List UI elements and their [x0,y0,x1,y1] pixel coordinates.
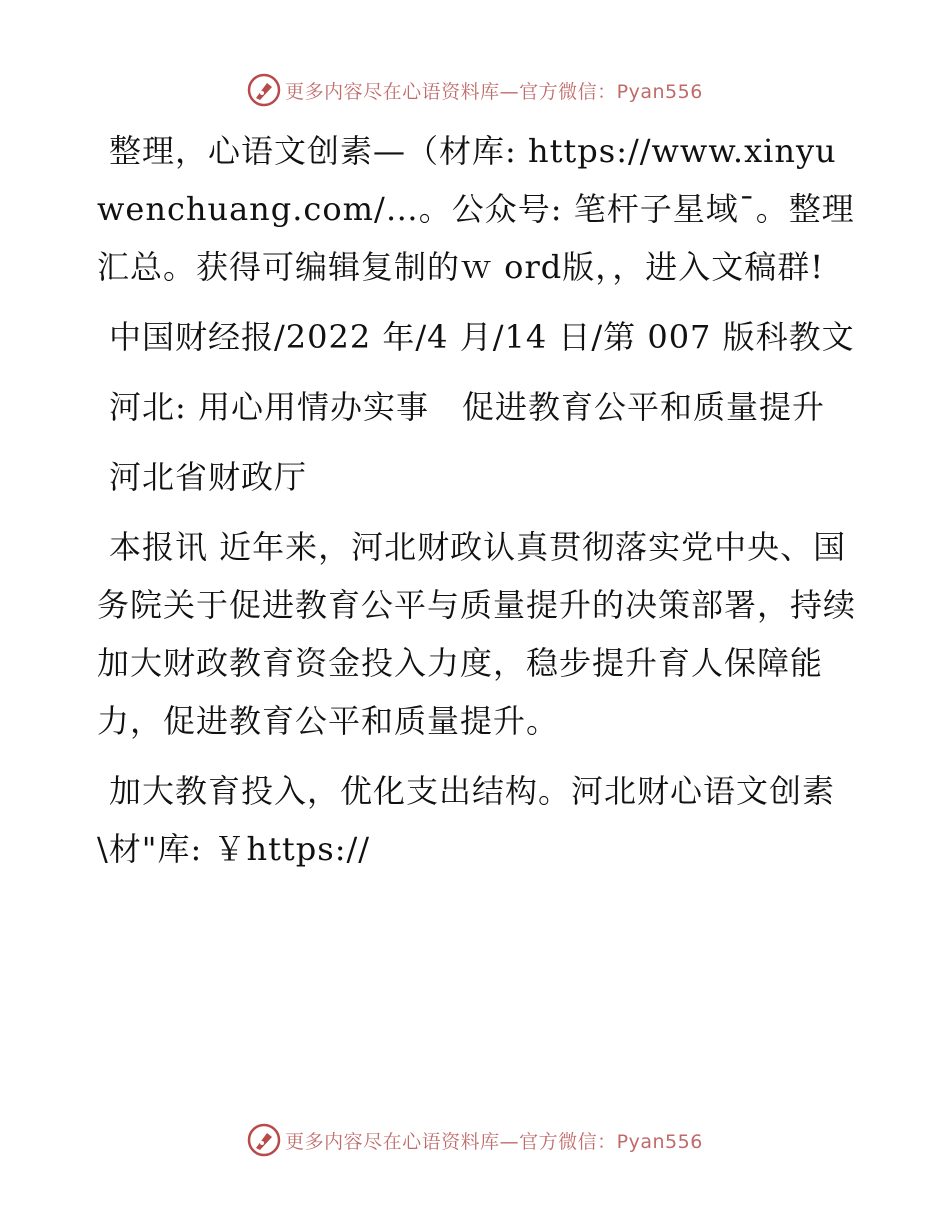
paragraph-text: 加大教育投入，优化支出结构。河北财心语文创素\材"库: ￥https:// [97,772,836,868]
paragraph-source-note [97,122,857,296]
paragraph-text: 整理，心语文创素—（材库: https://www.xinyuwenchuang.com/…。公众号: 笔杆子星域¯。整理汇总。获得可编辑复制的ｗ ord版，，进入文稿群! [97,132,855,286]
paragraph-text: 河北省财政厅 [109,458,308,496]
pen-nib-logo-icon [247,1123,281,1157]
watermark-text: 更多内容尽在心语资料库—官方微信：Pyan556 [285,80,703,103]
watermark-text: 更多内容尽在心语资料库—官方微信：Pyan556 [285,1130,703,1153]
footer-watermark-banner [0,1120,950,1160]
paragraph-text: 本报讯 近年来，河北财政认真贯彻落实党中央、国务院关于促进教育公平与质量提升的决策部署，持续加大财政教育资金投入力度，稳步提升育人保障能力，促进教育公平和质量提升。 [97,528,857,740]
article-title [97,378,857,436]
header-watermark-banner [0,70,950,110]
paragraph-text: 河北: 用心用情办实事 促进教育公平和质量提升 [109,388,825,426]
paragraph-text: 中国财经报/2022 年/4 月/14 日/第 007 版科教文 [109,318,855,356]
article-author [97,448,857,506]
paragraph-body [97,762,857,878]
paragraph-lead [97,518,857,750]
document-body [97,122,857,890]
pen-nib-logo-icon [247,73,281,107]
paragraph-publication-info [97,308,857,366]
